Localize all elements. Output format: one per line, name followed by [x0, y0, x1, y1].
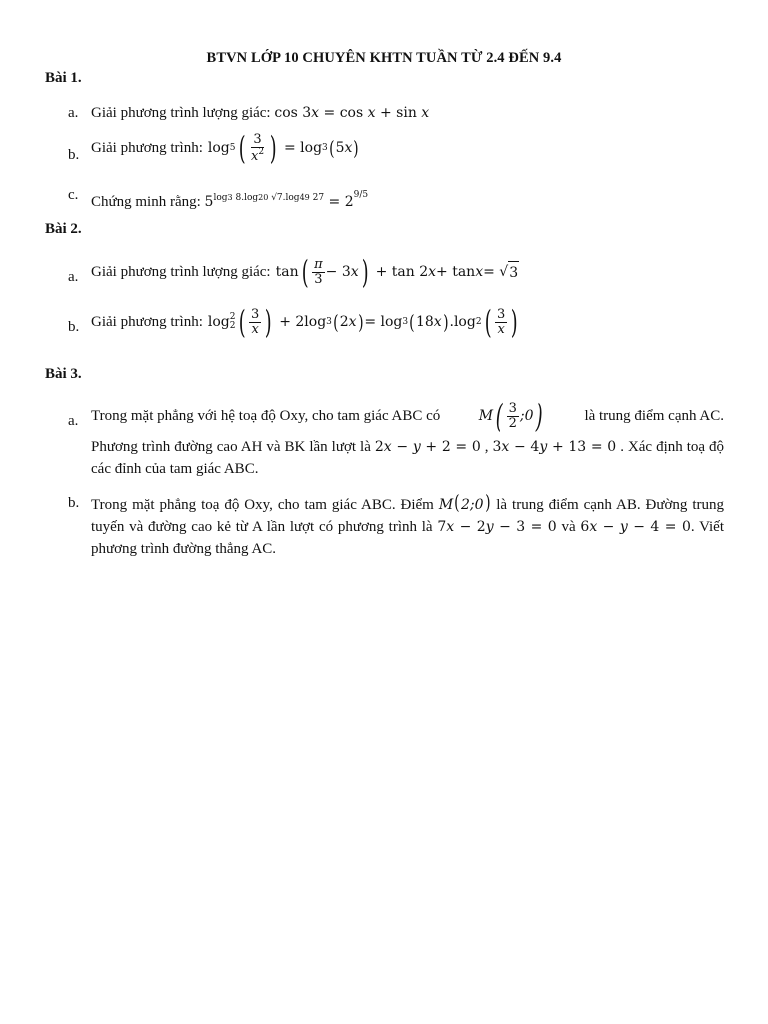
bai-1b-text: Giải phương trình: — [91, 140, 203, 156]
bai-1-heading: Bài 1. — [45, 70, 82, 86]
bai-3a-text-4: . Xác định toạ độ các đỉnh của tam giác ABC. — [91, 439, 725, 477]
bai-1b — [68, 129, 724, 167]
bai-3a-equation-bk: 3x − 4y + 13 = 0 — [492, 439, 617, 455]
bai-3b-text-2: là trung điểm cạnh AB. Đường trung tuyến và đường cao kẻ từ A lần lượt có phương trình là — [91, 497, 725, 535]
bai-1c-text: Chứng minh rằng: — [91, 194, 201, 210]
page-title: BTVN LỚP 10 CHUYÊN KHTN TUẦN TỪ 2.4 ĐẾN 9.4 — [206, 50, 562, 66]
bai-2-heading: Bài 2. — [45, 221, 82, 237]
bai-1b-equation: log 5 ( $\frac{3}{x^2}$ ) = log 3 ( 5 x ) — [207, 129, 360, 167]
bai-1a-label: a. — [68, 105, 79, 121]
bai-2b-label: b. — [68, 319, 80, 335]
bai-2b-text: Giải phương trình: — [91, 314, 203, 330]
bai-3a-equation-ah: 2x − y + 2 = 0 — [374, 439, 481, 455]
bai-3-heading: Bài 3. — [45, 366, 82, 382]
bai-3b-equation-altitude: 6x − y − 4 = 0 — [580, 519, 691, 535]
bai-2a — [68, 253, 724, 291]
bai-3a-text-1: Trong mặt phẳng với hệ toạ độ Oxy, cho tam giác ABC có — [91, 408, 441, 424]
bai-3a-label: a. — [68, 413, 79, 429]
bai-3a-text-2: là trung điểm cạnh AC. — [584, 408, 724, 424]
bai-3a: a. Trong mặt phẳng với hệ toạ độ Oxy, cho tam giác ABC có M ( $\frac{3}{2}$ ;0 ) là trung điểm cạnh AC. Phương trình đường cao AH và BK lần lượt là 2x − y + 2 = 0 , 3x − 4y + 13 = 0 . Xác định toạ độ các đỉnh của tam giác ABC. — [68, 397, 725, 477]
bai-3a-text-3: Phương trình đường cao AH và BK lần lượt là — [91, 439, 371, 455]
bai-2b-equation: log 2 2 ( $\frac{3}{x}$ ) + 2log 3 ( 2 x ) = log 3 ( 18 x ) .log 2 ( $\frac{3}{x}$ ) — [207, 303, 519, 341]
bai-1a-text: Giải phương trình lượng giác: — [91, 105, 271, 121]
bai-3b-text-4: . Viết phương trình đường thẳng AC. — [91, 519, 725, 557]
bai-3b-label: b. — [68, 495, 80, 511]
bai-3b-text-1: Trong mặt phẳng toạ độ Oxy, cho tam giác ABC. Điểm — [91, 497, 434, 513]
bai-1c-equation: $5^{log3 8.log20 √7.log49 27} = 2^{9/5}$ — [204, 190, 369, 210]
bai-3b-equation-median: 7x − 2y − 3 = 0 — [437, 519, 557, 535]
bai-2b — [68, 303, 724, 341]
bai-1c — [68, 184, 724, 213]
bai-2a-label: a. — [68, 269, 79, 285]
bai-1c-label: c. — [68, 187, 79, 203]
bai-1b-label: b. — [68, 147, 80, 163]
bai-2a-text: Giải phương trình lượng giác: — [91, 264, 271, 280]
bai-3b — [68, 492, 724, 560]
bai-1a-equation: cos 3x = cos x + sin x — [274, 105, 430, 121]
bai-3a-point-m: M ( $\frac{3}{2}$ ;0 ) — [478, 397, 544, 435]
bai-3b-point-m: M(2;0) — [438, 490, 491, 514]
bai-1a — [68, 102, 724, 124]
bai-3b-text-3: và — [561, 519, 576, 535]
bai-2a-equation: tan ( $\frac{\pi}{3}$ − 3 x ) + tan 2 x + tan x = √ 3 — [275, 253, 519, 291]
